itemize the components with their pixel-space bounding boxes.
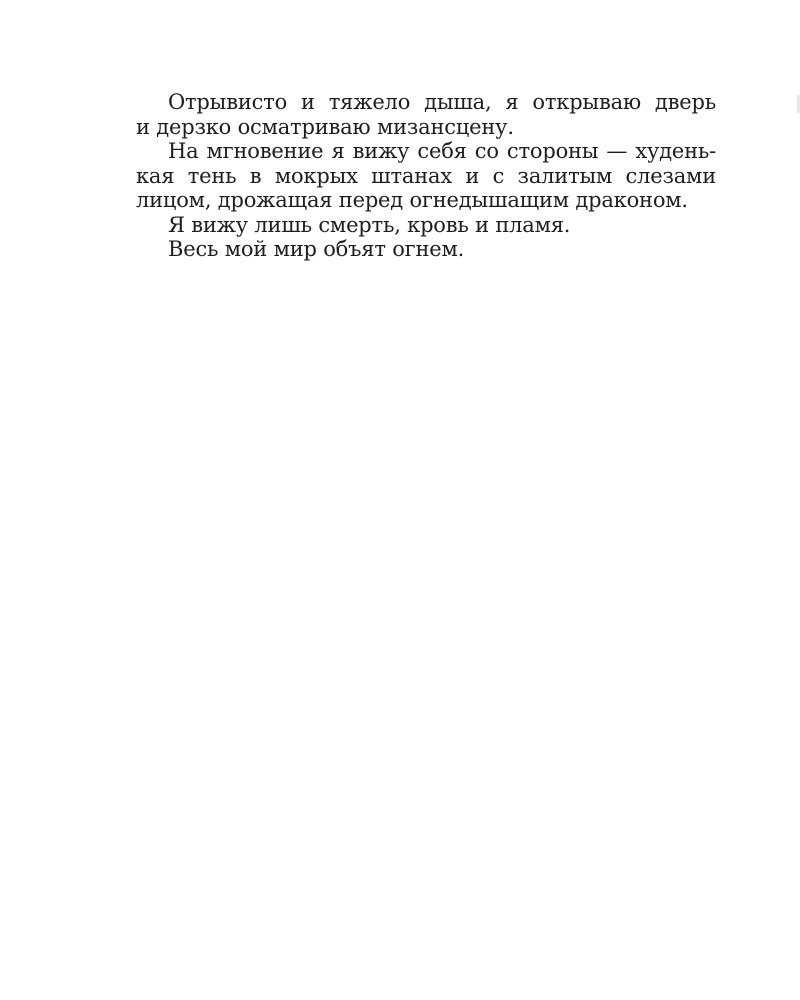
text-line: лицом, дрожащая перед огнедышащим драконом. xyxy=(136,188,688,212)
text-line: Отрывисто и тяжело дыша, я открываю дверь xyxy=(168,90,716,114)
paragraph-1 xyxy=(136,90,716,139)
paragraph-4 xyxy=(136,237,716,262)
text-line: кая тень в мокрых штанах и с залитым слезами xyxy=(136,163,716,188)
paragraph-2 xyxy=(136,139,716,213)
text-line: Я вижу лишь смерть, кровь и пламя. xyxy=(168,212,571,237)
text-line: На мгновение я вижу себя со стороны — худень- xyxy=(168,139,716,163)
text-line: и дерзко осматриваю мизансцену. xyxy=(136,114,514,139)
paragraph-3 xyxy=(136,213,716,238)
text-line: Весь мой мир объят огнем. xyxy=(168,237,465,261)
body-text xyxy=(136,90,716,262)
